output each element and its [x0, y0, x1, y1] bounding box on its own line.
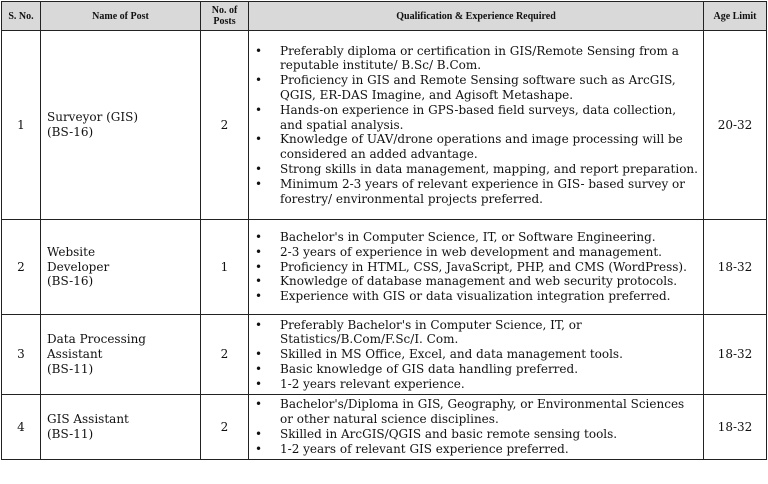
post-name-cell: Data Processing Assistant (BS-11) — [41, 315, 201, 395]
serial-number-cell: 4 — [2, 395, 41, 460]
qualification-item: • Skilled in MS Office, Excel, and data management tools. — [255, 347, 699, 362]
qualification-item: • Bachelor's/Diploma in GIS, Geography, or Environmental Sciences or other natural science disciplines. — [255, 397, 699, 427]
serial-number-cell: 1 — [2, 31, 41, 220]
post-name-cell: Surveyor (GIS) (BS-16) — [41, 31, 201, 220]
table-row — [2, 315, 767, 395]
table-row — [2, 31, 767, 220]
qualification-list — [255, 318, 699, 392]
table-row — [2, 395, 767, 460]
qualification-item: • Knowledge of UAV/drone operations and image processing will be considered an added advantage. — [255, 132, 699, 162]
age-limit-cell: 18-32 — [704, 315, 767, 395]
header-name: Name of Post — [41, 2, 201, 31]
table-row — [2, 220, 767, 315]
post-name-cell: GIS Assistant (BS-11) — [41, 395, 201, 460]
qualification-cell — [249, 31, 704, 220]
header-age-limit: Age Limit — [704, 2, 767, 31]
qualification-item: • Proficiency in HTML, CSS, JavaScript, PHP, and CMS (WordPress). — [255, 260, 699, 275]
qualification-list — [255, 44, 699, 207]
qualification-item: • Basic knowledge of GIS data handling preferred. — [255, 362, 699, 377]
post-name-cell: Website Developer (BS-16) — [41, 220, 201, 315]
qualification-item: • Knowledge of database management and web security protocols. — [255, 274, 699, 289]
qualification-item: • Bachelor's in Computer Science, IT, or Software Engineering. — [255, 230, 699, 245]
serial-number-cell: 2 — [2, 220, 41, 315]
qualification-item: • Proficiency in GIS and Remote Sensing software such as ArcGIS, QGIS, ER-DAS Imagine, and Agisoft Metashape. — [255, 73, 699, 103]
age-limit-cell: 20-32 — [704, 31, 767, 220]
table-body — [2, 31, 767, 460]
header-row — [2, 2, 767, 31]
posts-count-cell: 2 — [201, 31, 249, 220]
qualification-list — [255, 230, 699, 304]
qualification-item: • Preferably diploma or certification in GIS/Remote Sensing from a reputable institute/ B.Sc/ B.Com. — [255, 44, 699, 74]
header-posts: No. of Posts — [201, 2, 249, 31]
qualification-cell — [249, 315, 704, 395]
qualification-item: • 2-3 years of experience in web development and management. — [255, 245, 699, 260]
posts-count-cell: 1 — [201, 220, 249, 315]
qualification-item: • Strong skills in data management, mapping, and report preparation. — [255, 162, 699, 177]
qualification-item: • Hands-on experience in GPS-based field surveys, data collection, and spatial analysis. — [255, 103, 699, 133]
qualification-list — [255, 397, 699, 456]
header-sno: S. No. — [2, 2, 41, 31]
serial-number-cell: 3 — [2, 315, 41, 395]
header-qualification: Qualification & Experience Required — [249, 2, 704, 31]
posts-count-cell: 2 — [201, 315, 249, 395]
qualification-item: • 1-2 years relevant experience. — [255, 377, 699, 392]
qualification-item: • Skilled in ArcGIS/QGIS and basic remote sensing tools. — [255, 427, 699, 442]
qualification-item: • 1-2 years of relevant GIS experience preferred. — [255, 442, 699, 457]
qualification-cell — [249, 220, 704, 315]
qualification-item: • Minimum 2-3 years of relevant experience in GIS- based survey or forestry/ environmental projects preferred. — [255, 177, 699, 207]
qualification-cell — [249, 395, 704, 460]
age-limit-cell: 18-32 — [704, 395, 767, 460]
jobs-table — [1, 1, 767, 460]
posts-count-cell: 2 — [201, 395, 249, 460]
qualification-item: • Experience with GIS or data visualization integration preferred. — [255, 289, 699, 304]
age-limit-cell: 18-32 — [704, 220, 767, 315]
qualification-item: • Preferably Bachelor's in Computer Science, IT, or Statistics/B.Com/F.Sc/I. Com. — [255, 318, 699, 348]
